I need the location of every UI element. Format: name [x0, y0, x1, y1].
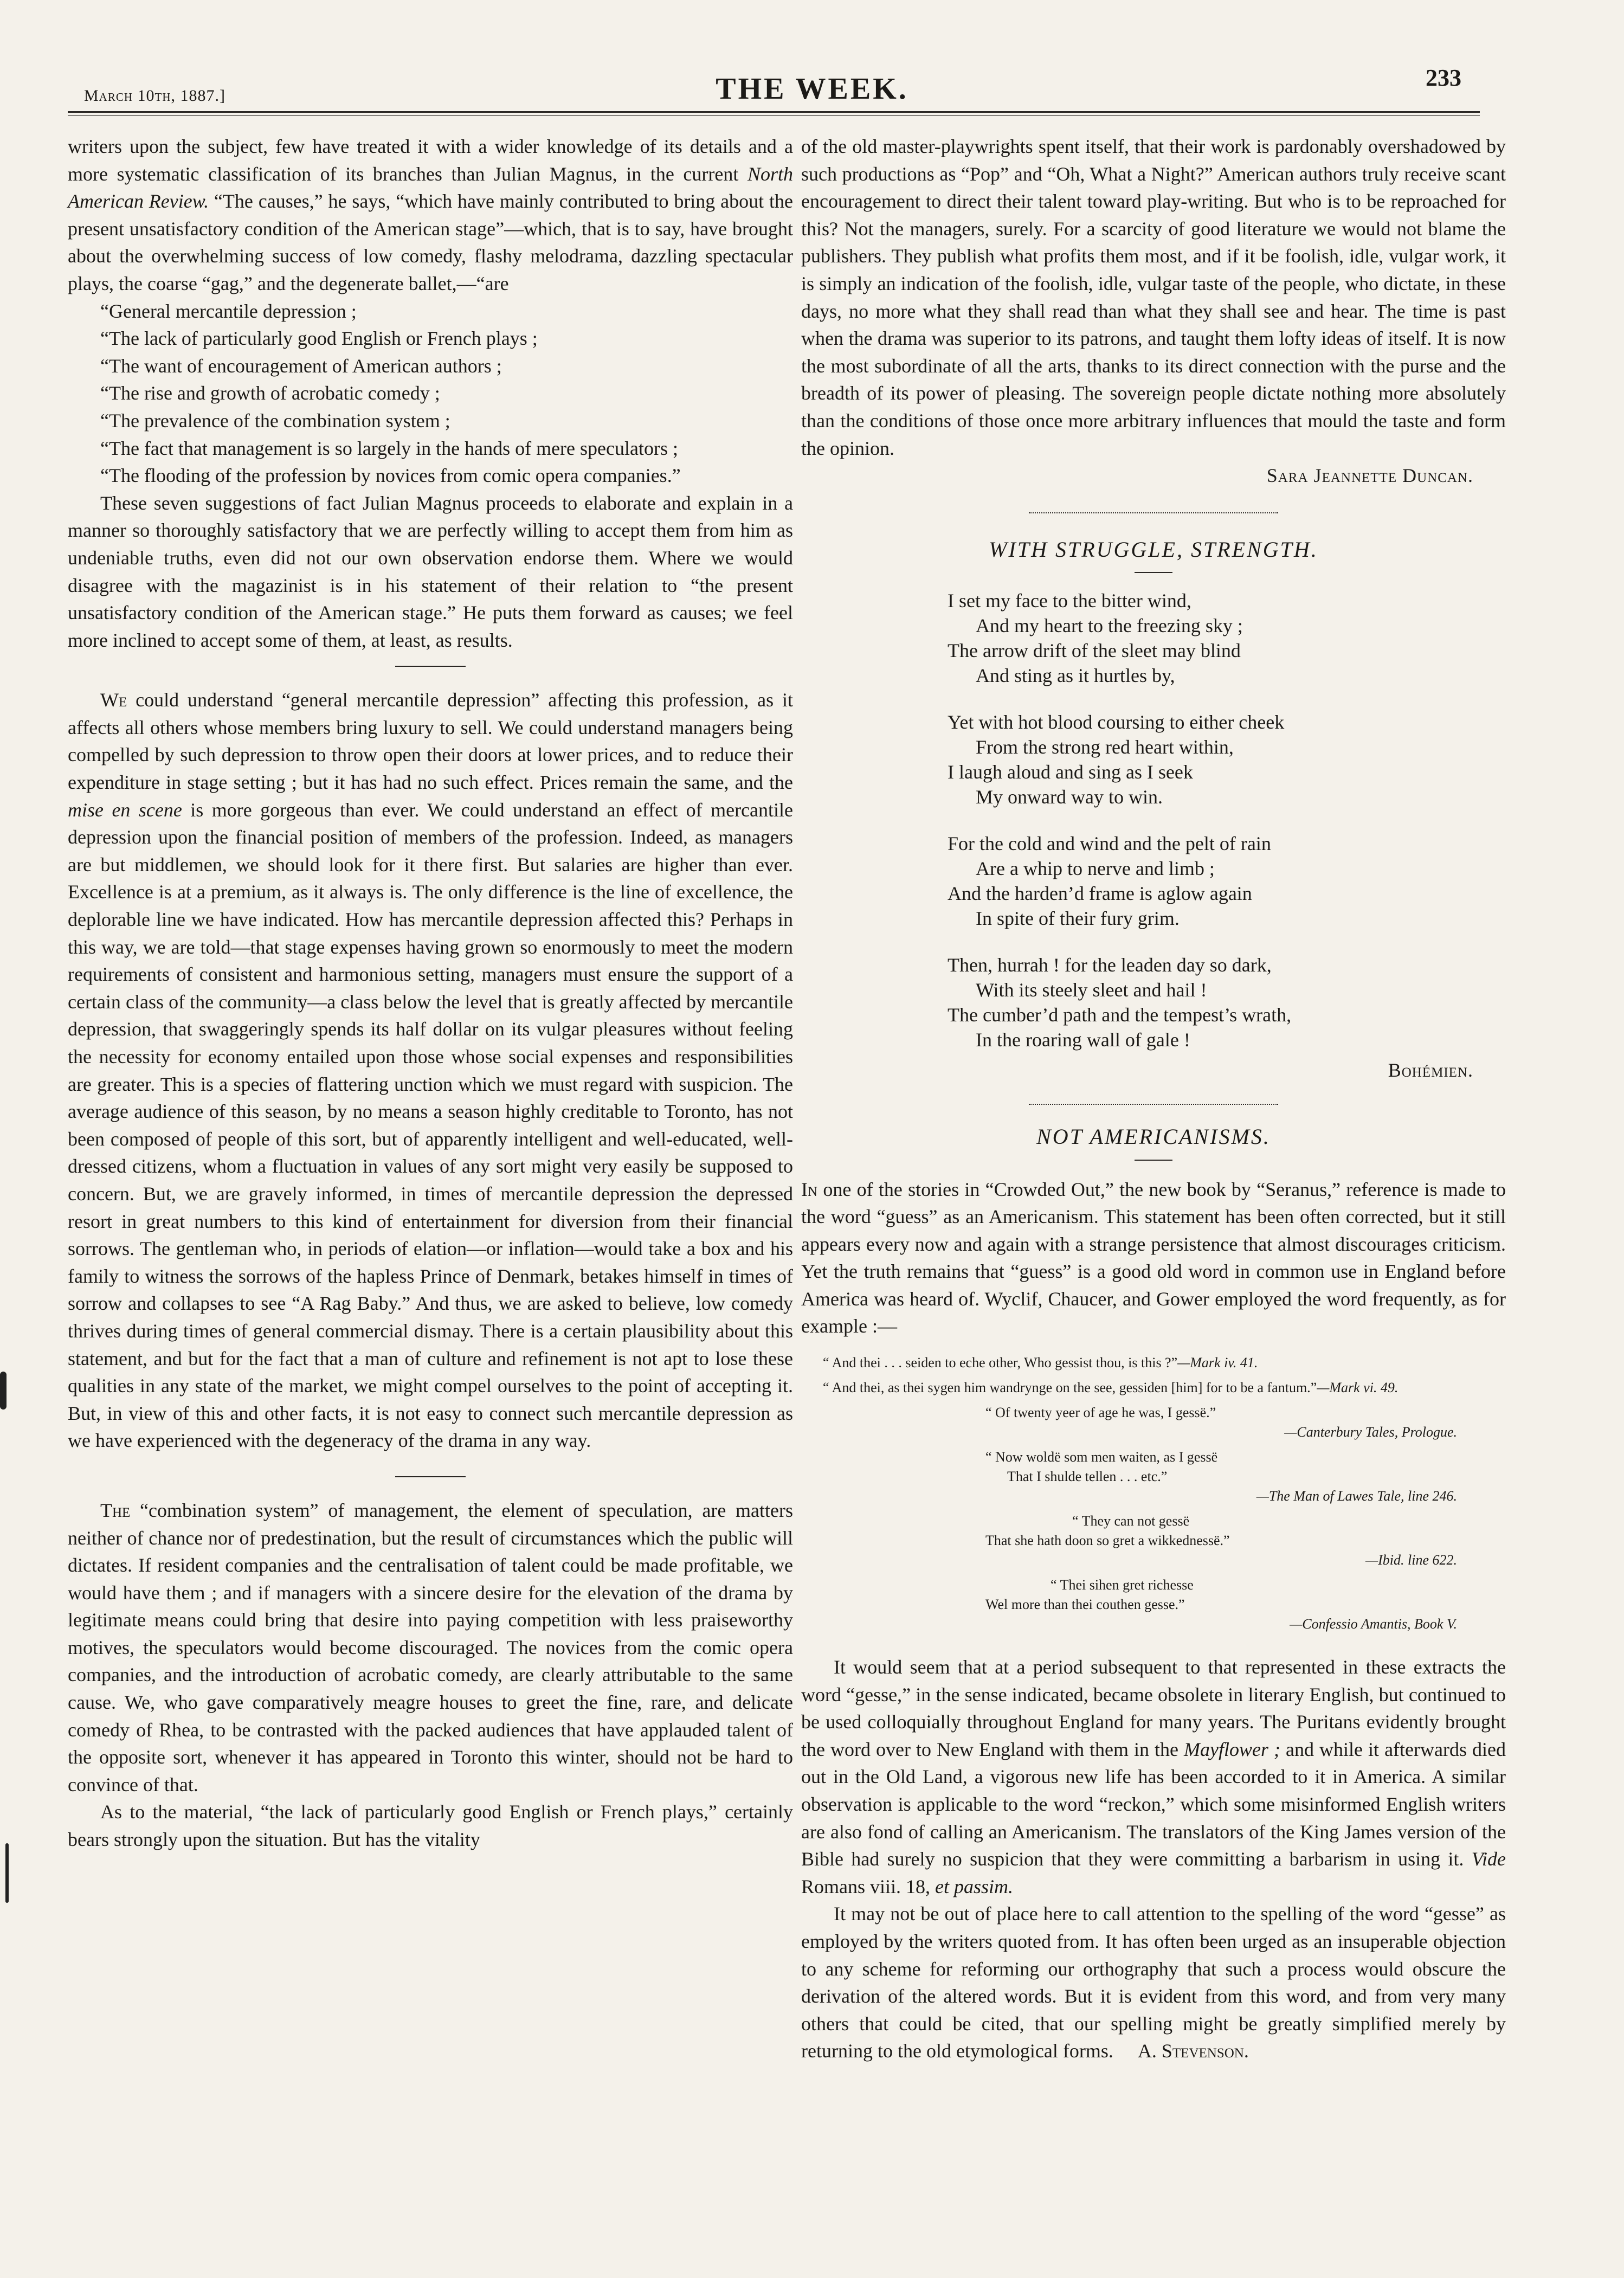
causes-list [68, 298, 793, 490]
masthead-title: THE WEEK. [716, 72, 908, 106]
quote-text: “ Thei sihen gret richesse [1051, 1577, 1194, 1593]
quote-citation: —The Man of Lawes Tale, line 246. [1256, 1488, 1457, 1504]
paragraph-text: “combination system” of management, the element of speculation, are matters neither of chance nor of predestination, but the result of circumstances which the public will dictates. If resident companies and the centralisation of talent could be made profitable, we would have them ; and if managers with a sincere desire for the elevation of the drama by legitimate means could bring that desire into paying competition with less praiseworthy motives, the speculators would become discouraged. The novices from the comic opera companies, and the introduction of acrobatic comedy, are clearly attributable to the same cause. We, who gave comparatively meagre houses to greet the fine, rare, and delicate comedy of Rhea, to be contrasted with the packed audiences that have applauded talent of the opposite sort, whenever it has appeared in Toronto this winter, should not be hard to convince of that. [68, 1499, 793, 1796]
poem-line: Yet with hot blood coursing to either cheek [948, 711, 1285, 733]
quotations [801, 1353, 1506, 1634]
header-rule [68, 111, 1480, 113]
article-paragraph [801, 1176, 1506, 1341]
poem-line: My onward way to win. [976, 786, 1163, 808]
poem-line: In the roaring wall of gale ! [976, 1029, 1190, 1051]
journal-name: North American Review. [68, 163, 793, 213]
quote-text: “ Now woldë som men waiten, as I gessë [985, 1449, 1218, 1465]
poem-line: I laugh aloud and sing as I seek [948, 761, 1193, 783]
paragraph-text: It may not be out of place here to call attention to the spelling of the word “gesse” as employed by the writers quoted from. It has often been urged as an insuperable objection to any scheme for reforming our orthography that such a process would obscure the derivation of the altered words. But it is evident from this word, and from very many others that could be cited, that our spelling might be greatly simplified merely by returning to the old etymological forms. [801, 1903, 1506, 2062]
lead-word: In [801, 1178, 818, 1200]
section-separator [395, 666, 466, 667]
poem-line: With its steely sleet and hail ! [976, 979, 1207, 1001]
combination-system-paragraph [68, 1497, 793, 1799]
page-number: 233 [1426, 65, 1461, 91]
quote-citation: —Mark vi. 49. [1317, 1380, 1399, 1396]
poem-line: Are a whip to nerve and limb ; [976, 858, 1215, 880]
poem-line: And sting as it hurtles by, [976, 665, 1175, 687]
continued-paragraph: of the old master-playwrights spent itself, that their work is pardonably overshadowed by such productions as “Pop” and “Oh, What a Night?” American authors truly receive scant encouragement to direct their talent toward play-writing. But who is to be reproached for this? Not the managers, surely. For a scarcity of good literature we would not blame the publishers. They publish what profits them most, and if it be foolish, idle, vulgar work, it is simply an indication of the foolish, idle, vulgar taste of the people, who dictate, in these days, no more what they shall read than what they shall see and hear. The time is past when the drama was superior to its patrons, and taught them lofty ideas of itself. It is now the most subordinate of all the arts, thanks to its direct connection with the purse and the breadth of its power of pleasing. The sovereign people dictate nothing more absolutely than the conditions of those once more arbitrary influences that mould the taste and form the opinion. [801, 136, 1506, 459]
intro-paragraph [68, 133, 793, 298]
italic-phrase: mise en scene [68, 799, 182, 821]
quotation [801, 1378, 1506, 1398]
poem-line: The cumber’d path and the tempest’s wrath, [948, 1004, 1292, 1026]
lead-word: The [100, 1499, 131, 1521]
quote-text: Wel more than thei couthen gesse.” [985, 1597, 1185, 1613]
poem-stanza [948, 831, 1506, 931]
article-paragraph [801, 1900, 1506, 2065]
poem-line: For the cold and wind and the pelt of rain [948, 833, 1271, 855]
quotation [985, 1511, 1506, 1570]
cause-item: “The lack of particularly good English or French plays ; [100, 327, 538, 350]
quote-text: “ And thei, as thei sygen him wandrynge on the see, gessiden [him] for to be a fantum.” [823, 1380, 1317, 1396]
right-column-inner [779, 133, 1506, 2065]
lead-word: We [100, 689, 127, 711]
intro-text-cont: “The causes,” he says, “which have mainly contributed to bring about the present unsatisfactory condition of the American stage”—which, that is to say, have brought about the overwhelming success of low comedy, flashy melodrama, dazzling spectacular plays, the coarse “gag,” and the degenerate ballet,—“are [68, 190, 793, 294]
quote-text: That she hath doon so gret a wikkednessë.” [985, 1533, 1230, 1549]
right-column [779, 133, 1506, 2065]
quote-text: “ And thei . . . seiden to eche other, Who gessist thou, is this ?” [823, 1355, 1178, 1371]
title-rule [1135, 1160, 1172, 1161]
paragraph-text-cont: Romans viii. 18, [801, 1875, 936, 1897]
article-paragraph [801, 1653, 1506, 1900]
header-rule-thin [68, 115, 1480, 116]
quotation [801, 1353, 1506, 1373]
cause-item: “The flooding of the profession by novices from comic opera companies.” [100, 465, 681, 487]
material-paragraph: As to the material, “the lack of particularly good English or French plays,” certainly bears strongly upon the situation. But has the vitality [68, 1801, 793, 1851]
issue-date: March 10th, 1887.] [84, 87, 226, 105]
poem-title: WITH STRUGGLE, STRENGTH. [989, 537, 1318, 562]
poem-line: Then, hurrah ! for the leaden day so dark, [948, 954, 1272, 976]
poem-line: From the strong red heart within, [976, 736, 1234, 758]
quote-citation: —Canterbury Tales, Prologue. [1284, 1424, 1457, 1440]
left-column [68, 133, 793, 1854]
paragraph-text-cont: is more gorgeous than ever. We could understand an effect of mercantile depression upon the financial position of members of the profession. Indeed, as managers are but middlemen, we should look for it there first. But salaries are higher than ever. Excellence is at a premium, as it always is. The only difference is the line of excellence, the deplorable line we have indicated. How has mercantile depression affected this? Perhaps in this way, we are told—that stage expenses having grown so enormously to meet the modern requirements of consistent and harmonious setting, managers must ensure the support of a certain class of the community—a class below the level that is greatly affected by mercantile depression, that swaggeringly spends its half dollar on its vulgar pleasures without feeling the necessity for economy entailed upon those whose social expenses and responsibilities are greater. This is a species of flattering unction which we must regard with suspicion. The average audience of this season, by no means a season highly creditable to Toronto, has not been composed of people of this sort, but of apparently intelligent and well-educated, well-dressed citizens, whom a fluctuation in values of any sort might very easily be supposed to concern. But, we are gravely informed, in times of mercantile depression the depressed resort in great numbers to this kind of entertainment for diversion from their financial sorrows. The gentleman who, in periods of elation—or inflation—would take a box and his family to witness the sorrows of the hapless Prince of Denmark, betakes himself in times of sorrow and collapses to see “A Rag Baby.” And thus, we are asked to believe, low comedy thrives during times of general commercial dismay. There is a certain plausibility about this statement, and but for the fact that a man of culture and refinement is not apt to lose these qualities in any state of the market, we might compel ourselves to the point of accepting it. But, in view of this and other facts, it is not easy to connect such mercantile depression as we have experienced with the degeneracy of the drama in any way. [68, 799, 794, 1452]
poem-stanza [948, 588, 1506, 688]
poem [948, 588, 1506, 1052]
paragraph-text: one of the stories in “Crowded Out,” the new book by “Seranus,” reference is made to the word “guess” as an Americanism. This statement has been often corrected, but it still appears every now and again with a strange persistence that almost discourages criticism. Yet the truth remains that “guess” is a good old word in common use in England before America was heard of. Wyclif, Chaucer, and Gower employed the word frequently, as for example :— [801, 1178, 1506, 1337]
paragraph-text-cont: and while it afterwards died out in the Old Land, a vigorous new life has been accorded to it in America. A similar observation is applicable to the word “reckon,” which some misinformed English writers are also fond of calling an Americanism. The translators of the King James version of the Bible had surely no suspicion that they were committing a barbarism in using it. [801, 1738, 1506, 1870]
poem-signature: Bohémien. [1388, 1059, 1473, 1082]
section-separator [1029, 512, 1278, 513]
seven-suggestions-paragraph: These seven suggestions of fact Julian Magnus proceeds to elaborate and explain in a manner so thoroughly satisfactory that we are perfectly willing to accept them from him as undeniable truths, even did not our own observation endorse them. Where we would disagree with the magazinist is in his statement of their relation to “the present unsatisfactory condition of the American stage.” He puts them forward as causes; we feel more inclined to accept some of them, at least, as results. [68, 492, 793, 651]
poem-stanza [948, 710, 1506, 809]
title-rule [1135, 572, 1172, 573]
poem-line: The arrow drift of the sleet may blind [948, 640, 1241, 662]
author-signature: Sara Jeannette Duncan. [1266, 465, 1473, 487]
article-signature: A. Stevenson. [1137, 2040, 1249, 2062]
italic-phrase: Mayflower ; [1184, 1738, 1281, 1760]
cause-item: “The rise and growth of acrobatic comedy ; [100, 382, 440, 404]
article-title: NOT AMERICANISMS. [1036, 1124, 1271, 1149]
mercantile-depression-paragraph [68, 686, 793, 1455]
quote-citation: —Ibid. line 622. [1365, 1552, 1457, 1568]
intro-text: writers upon the subject, few have treated it with a wider knowledge of its details and a more systematic classification of its branches than Julian Magnus, in the current [68, 136, 793, 185]
poem-line: In spite of their fury grim. [976, 908, 1180, 930]
quote-citation: —Confessio Amantis, Book V. [1290, 1616, 1457, 1632]
section-separator [395, 1476, 466, 1477]
quotation [985, 1403, 1506, 1442]
section-separator [1029, 1104, 1278, 1105]
quote-text: “ They can not gessë [1072, 1513, 1190, 1529]
quotation [985, 1447, 1506, 1506]
quotation [985, 1575, 1506, 1634]
cause-item: “The want of encouragement of American authors ; [100, 355, 502, 377]
paragraph-text: could understand “general mercantile depression” affecting this profession, as it affects all others whose members bring luxury to sell. We could understand managers being compelled by such depression to throw open their doors at lower prices, and to reduce their expenditure in stage setting ; but it has had no such effect. Prices remain the same, and the [68, 689, 793, 794]
binding-mark [5, 1843, 9, 1903]
cause-item: “The prevalence of the combination system ; [100, 409, 450, 432]
quote-text: That I shulde tellen . . . etc.” [1007, 1469, 1168, 1485]
poem-line: And the harden’d frame is aglow again [948, 883, 1252, 905]
paragraph-text: It would seem that at a period subsequent to that represented in these extracts the word “gesse,” in the sense indicated, became obsolete in literary English, but continued to be used colloquially throughout England for many years. The Puritans evidently brought the word over to New England with them in the [801, 1656, 1506, 1760]
italic-phrase: et passim. [935, 1875, 1014, 1897]
cause-item: “The fact that management is so largely in the hands of mere speculators ; [100, 437, 678, 459]
italic-phrase: Vide [1471, 1848, 1506, 1870]
poem-line: And my heart to the freezing sky ; [976, 615, 1243, 637]
quote-text: “ Of twenty yeer of age he was, I gessë.” [985, 1405, 1216, 1421]
binding-mark [0, 1372, 7, 1410]
poem-line: I set my face to the bitter wind, [948, 590, 1191, 612]
cause-item: “General mercantile depression ; [100, 300, 357, 322]
poem-stanza [948, 953, 1506, 1052]
quote-citation: —Mark iv. 41. [1177, 1355, 1258, 1371]
